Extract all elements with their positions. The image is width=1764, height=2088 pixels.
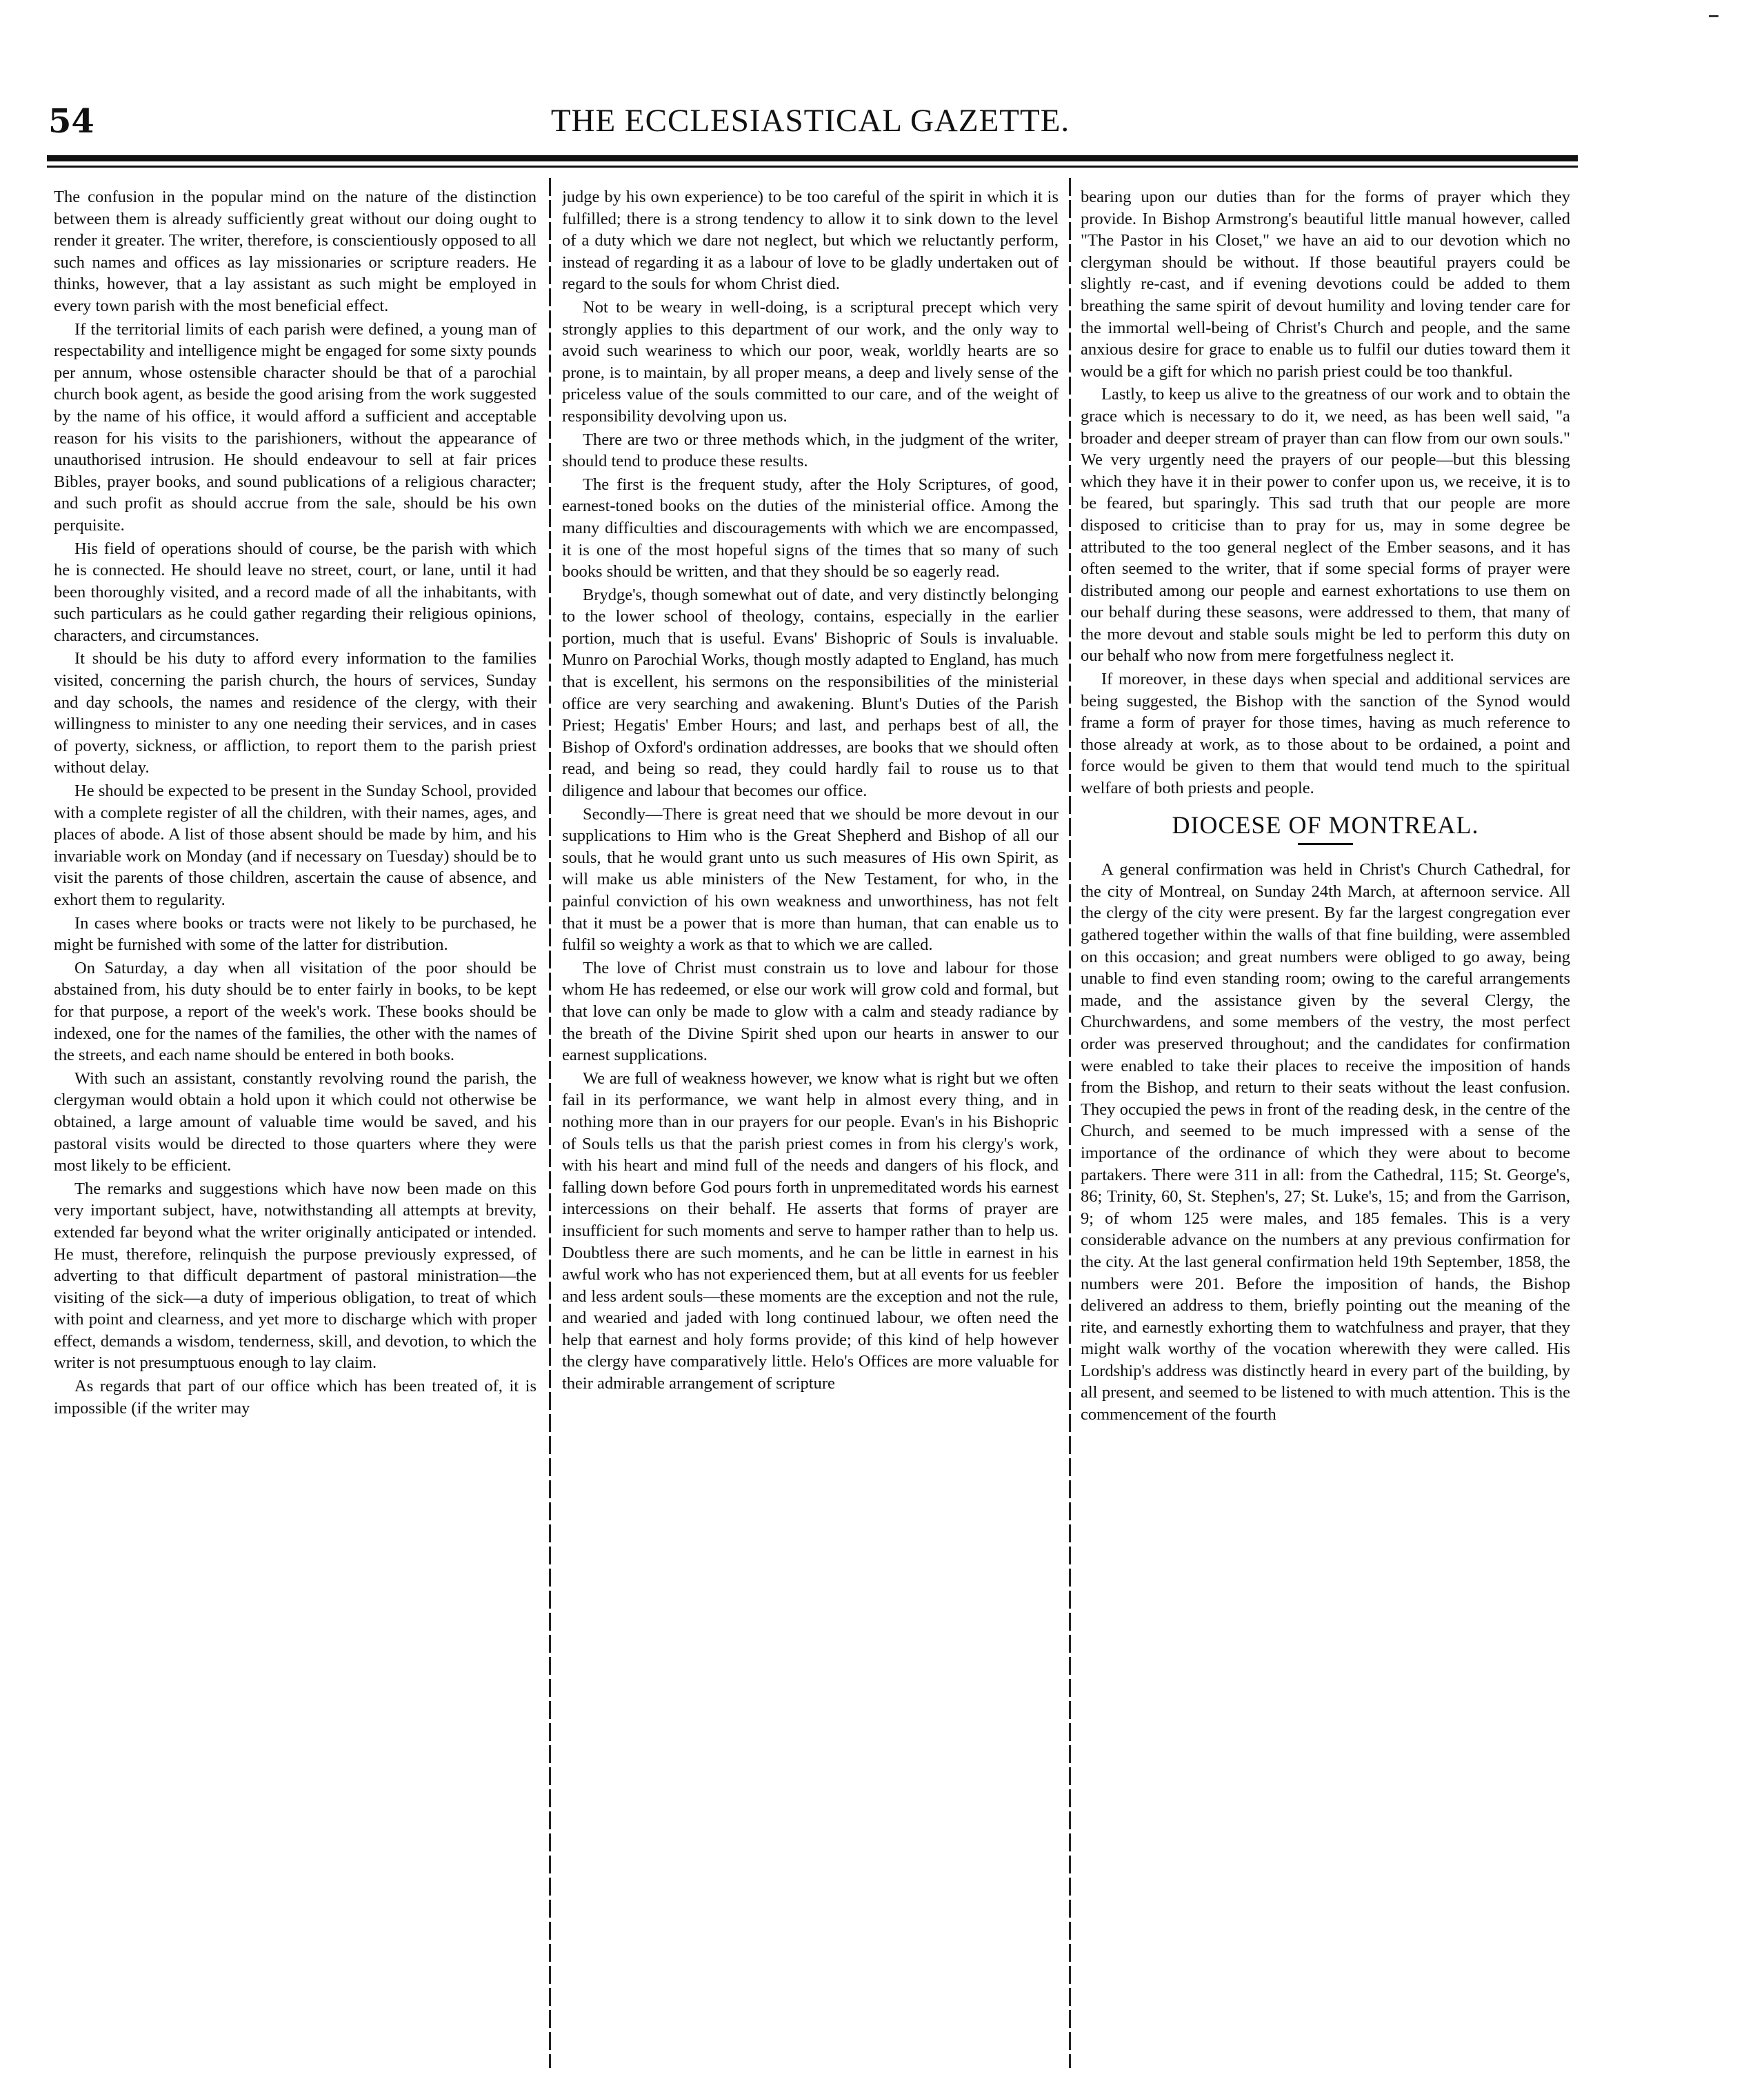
masthead-title: THE ECCLESIASTICAL GAZETTE. <box>550 103 1070 139</box>
paragraph: If the territorial limits of each parish were defined, a young man of respectability and intelligence might be engaged for some sixty pounds per annum, whose ostensible character should be that of a parochial church book agent, as beside the good arising from the work suggested by the name of his office, it would afford a sufficient and acceptable reason for his visits to the parishioners, without the appearance of unauthorised intrusion. He should endeavour to sell at fair prices Bibles, prayer books, and sound publications of a religious character; and such profit as should accrue from the sale, should be his own perquisite. <box>54 319 537 535</box>
page-header <box>48 102 1572 143</box>
column-divider <box>549 178 551 2068</box>
section-heading: DIOCESE OF MONTREAL. <box>1172 811 1479 839</box>
paragraph: bearing upon our duties than for the forms of prayer which they provide. In Bishop Armstrong's beautiful little manual however, called "The Pastor in his Closet," we have an aid to our devotion which no clergyman should be without. If those beautiful prayers could be slightly re-cast, and if evening devotions could be added to them breathing the same spirit of devout humility and loving tender care for the immortal well-being of Christ's Church and people, and the same anxious desire for grace to enable us to fulfil our duties toward them it would be a gift for which no parish priest could be too thankful. <box>1081 188 1570 381</box>
paragraph: If moreover, in these days when special and additional services are being suggested, the Bishop with the sanction of the Synod would frame a form of prayer for those times, having as much reference to those already at work, as to those about to be ordained, a point and force would be given to them that would tend much to the spiritual welfare of both priests and people. <box>1081 670 1570 798</box>
paragraph: Not to be weary in well-doing, is a scriptural precept which very strongly applies to this department of our work, and the only way to avoid such weariness to which our poor, weak, worldly hearts are so prone, is to maintain, by all proper means, a deep and lively sense of the priceless value of the souls committed to our care, and of the weight of responsibility devolving upon us. <box>562 297 1059 426</box>
paragraph: There are two or three methods which, in the judgment of the writer, should tend to produce these results. <box>562 430 1059 471</box>
paragraph: The remarks and suggestions which have now been made on this very important subject, have, notwithstanding all attempts at brevity, extended far beyond what the writer originally anticipated or intended. He must, therefore, relinquish the purpose previously expressed, of adverting to that difficult department of pastoral ministration—the visiting of the sick—a duty of imperious obligation, to treat of which with point and clearness, and yet more to discharge which with proper effect, demands a wisdom, tenderness, skill, and devotion, to which the writer is not presumptuous enough to lay claim. <box>54 1179 537 1373</box>
paragraph: The confusion in the popular mind on the nature of the distinction between them is already sufficiently great without our doing ought to render it greater. The writer, therefore, is conscientiously opposed to all such names and offices as lay missionaries or scripture readers. He thinks, however, that a lay assistant as such might be employed in every town parish with the most beneficial effect. <box>54 188 537 315</box>
paragraph: In cases where books or tracts were not likely to be purchased, he might be furnished with some of the latter for distribution. <box>54 913 537 955</box>
paragraph: It should be his duty to afford every information to the families visited, concerning the parish church, the hours of services, Sunday and day schools, the names and residence of the clergy, with their willingness to minister to any one needing their services, and in cases of poverty, sickness, or affliction, to report them to the parish priest without delay. <box>54 649 537 777</box>
header-rule-thin <box>47 166 1578 168</box>
paragraph: Lastly, to keep us alive to the greatness of our work and to obtain the grace which is necessary to do it, we need, as has been well said, "a broader and deeper stream of prayer than can flow from our own souls." We very urgently need the prayers of our people—but this blessing which they have it in their power to confer upon us, we receive, it is to be feared, but sparingly. This sad truth that our people are more disposed to criticise than to pray for us, may in some degree be attributed to the too general neglect of the Ember seasons, and it has often seemed to the writer, that if some special forms of prayer were distributed among our people and earnest exhortations to use them on our behalf during these seasons, were addressed to them, that many of the more devout and stable souls might be led to perform this duty on our behalf who now from mere forgetfulness neglect it. <box>1081 385 1570 666</box>
paragraph: As regards that part of our office which has been treated of, it is impossible (if the writer may <box>54 1377 537 1418</box>
paragraph: Brydge's, though somewhat out of date, and very distinctly belonging to the lower school of theology, contains, especially in the earlier portion, much that is useful. Evans' Bishopric of Souls is invaluable. Munro on Parochial Works, though mostly adapted to England, has much that is excellent, his sermons on the responsibilities of the ministerial office are very searching and awakening. Blunt's Duties of the Parish Priest; Hegatis' Ember Hours; and last, and perhaps best of all, the Bishop of Oxford's ordination addresses, are books that we should often read, and being so read, they could hardly fail to rouse us to that diligence and labour that becomes our office. <box>562 585 1059 801</box>
column-1 <box>54 186 537 2069</box>
paragraph: The love of Christ must constrain us to love and labour for those whom He has redeemed, or else our work will grow cold and formal, but that love can only be made to glow with a calm and steady radiance by the breath of the Divine Spirit shed upon our hearts in answer to our earnest supplications. <box>562 958 1059 1065</box>
heading-rule <box>1298 843 1353 845</box>
paragraph: He should be expected to be present in the Sunday School, provided with a complete register of all the children, with their names, ages, and places of abode. A list of those absent should be made by him, and his invariable work on Monday (and if necessary on Tuesday) should be to visit the parents of those children, ascertain the cause of absence, and exhort them to regularity. <box>54 782 537 909</box>
paragraph: With such an assistant, constantly revolving round the parish, the clergyman would obtain a hold upon it which could not otherwise be obtained, a large amount of valuable time would be saved, and his pastoral visits would be directed to those quarters where they were most likely to be efficient. <box>54 1068 537 1175</box>
paragraph: The first is the frequent study, after the Holy Scriptures, of good, earnest-toned books on the duties of the ministerial office. Among the many difficulties and discouragements with which we are encompassed, it is one of the most hopeful signs of the times that so many of such books should be written, and that they should be so eagerly read. <box>562 475 1059 581</box>
page-number: 54 <box>48 102 94 141</box>
paragraph: His field of operations should of course, be the parish with which he is connected. He should leave no street, court, or lane, until it had been thoroughly visited, and a record made of all the inhabitants, with such particulars as he could gather regarding their religious opinions, characters, and circumstances. <box>54 539 537 645</box>
column-2 <box>562 186 1059 2069</box>
column-3 <box>1081 186 1570 2069</box>
header-rule-thick <box>47 155 1578 161</box>
paragraph: We are full of weakness however, we know what is right but we often fail in its performance, we want help in almost every thing, and in nothing more than in our prayers for our people. Evan's in his Bishopric of Souls tells us that the parish priest comes in from his clergy's work, with his heart and mind full of the needs and dangers of his flock, and falling down before God pours forth in unpremeditated words his earnest intercessions on their behalf. He asserts that forms of prayer are insufficient for such moments and serve to hamper rather than to help us. Doubtless there are such moments, and he can be little in earnest in his awful work who has not experienced them, but at all events for us feebler and less ardent souls—these moments are the exception and not the rule, and wearied and jaded with long continued labour, we often need the help that earnest and holy forms provide; of this kind of help however the clergy have comparatively little. Helo's Offices are more valuable for their admirable arrangement of scripture <box>562 1068 1059 1393</box>
paragraph: A general confirmation was held in Christ's Church Cathedral, for the city of Montreal, on Sunday 24th March, at afternoon service. All the clergy of the city were present. By far the largest congregation ever gathered together within the walls of that fine building, were assembled on this occasion; and great numbers were obliged to go away, being unable to find even standing room; owing to the careful arrangements made, and the assistance given by the several Clergy, the Churchwardens, and some members of the vestry, the most perfect order was preserved throughout; and the candidates for confirmation were enabled to take their places to receive the imposition of hands from the Bishop, and return to their seats without the least confusion. They occupied the pews in front of the reading desk, in the centre of the Church, and seemed to be much impressed with a sense of the importance of the ordinance of which they were about to become partakers. There were 311 in all: from the Cathedral, 115; St. George's, 86; Trinity, 60, St. Stephen's, 27; St. Luke's, 15; and from the Garrison, 9; of whom 125 were males, and 185 females. This is a very considerable advance on the numbers at any previous confirmation for the city. At the last general confirmation held 19th September, 1858, the numbers were 201. Before the imposition of hands, the Bishop delivered an address to them, briefly pointing out the meaning of the rite, and earnestly exhorting them to watchfulness and prayer, that they might walk worthy of the vocation wherewith they were called. His Lordship's address was distinctly heard in every part of the building, by all present, and seemed to be listened to with much attention. This is the commencement of the fourth <box>1081 860 1570 1424</box>
paragraph: Secondly—There is great need that we should be more devout in our supplications to Him who is the Great Shepherd and Bishop of all our souls, that he would grant unto us such measures of His own Spirit, as will make us able ministers of the New Testament, for who, in the painful conviction of his own weakness and unworthiness, has not felt that it must be a power that is more than human, that can enable us to fulfil so weighty a work as that to which we are called. <box>562 804 1059 955</box>
margin-mark <box>1709 15 1718 17</box>
paragraph: judge by his own experience) to be too careful of the spirit in which it is fulfilled; there is a strong tendency to allow it to sink down to the level of a duty which we dare not neglect, but which we reluctantly perform, instead of regarding it as a labour of love to be gladly undertaken out of regard to the souls for whom Christ died. <box>562 188 1059 294</box>
paragraph: On Saturday, a day when all visitation of the poor should be abstained from, his duty should be to enter fairly in books, to be kept for that purpose, a report of the week's work. These books should be indexed, one for the names of the families, the other with the names of the streets, and each name should be entered in both books. <box>54 958 537 1065</box>
column-divider <box>1069 178 1071 2068</box>
